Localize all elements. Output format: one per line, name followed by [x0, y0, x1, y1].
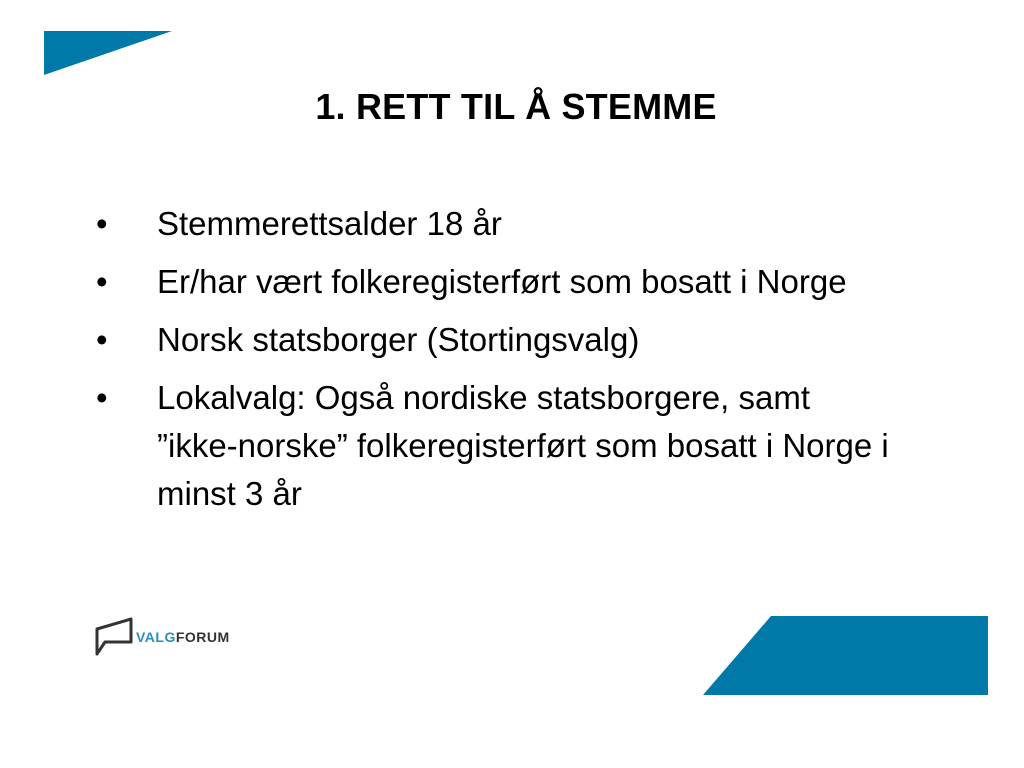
bullet-text: Stemmerettsalder 18 år	[157, 205, 502, 242]
bullet-item	[96, 374, 896, 518]
valgforum-logo	[94, 616, 230, 658]
bullet-marker: •	[96, 263, 108, 300]
bullet-marker: •	[96, 321, 108, 358]
bullet-marker: •	[96, 379, 108, 416]
logo-wordmark	[136, 629, 230, 645]
bullet-text: Er/har vært folkeregisterført som bosatt i Norge	[157, 263, 847, 300]
bullet-item	[96, 316, 896, 364]
logo-text-valg: VALG	[136, 629, 176, 645]
speech-flag-icon	[94, 616, 134, 658]
bullet-list	[96, 200, 896, 528]
bullet-item	[96, 258, 896, 306]
bullet-marker: •	[96, 205, 108, 242]
slide-title: 1. RETT TIL Å STEMME	[315, 86, 717, 127]
logo-text-forum: FORUM	[175, 629, 230, 645]
bullet-item	[96, 200, 896, 248]
bullet-text: Lokalvalg: Også nordiske statsborgere, samt ”ikke-norske” folkeregisterført som bosatt i Norge i minst 3 år	[157, 379, 889, 512]
bullet-text: Norsk statsborger (Stortingsvalg)	[157, 321, 640, 358]
